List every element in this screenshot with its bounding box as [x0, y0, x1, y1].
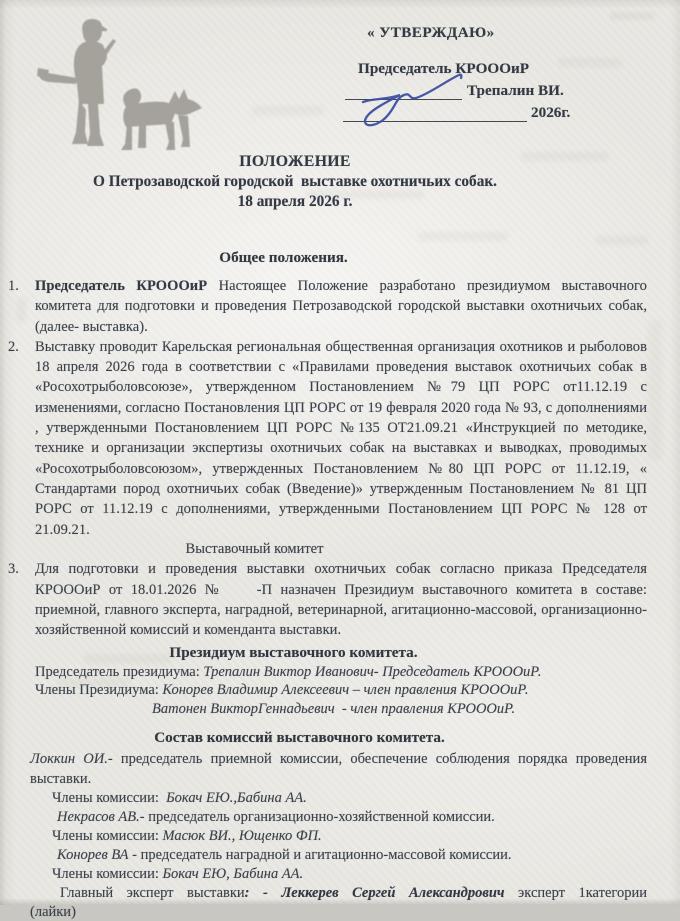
item-number-2: 2.: [8, 338, 19, 355]
subheading-exhibition-committee: Выставочный комитет: [185, 540, 324, 557]
chief-expert-category: эксперт 1категории: [504, 884, 647, 901]
year-label: 2026г.: [531, 104, 571, 121]
paragraph-1: [10, 276, 647, 337]
presidium-chair-value: Трепалин Виктор Иванович- Председатель КРОООиР.: [203, 663, 542, 680]
commission-members-row-2: [52, 827, 647, 846]
members-names: Масюк ВИ., Ющенко ФП.: [162, 828, 322, 845]
hunter-with-dog-silhouette-icon: [22, 12, 222, 162]
chair-text: - председатель организационно-хозяйственной комиссии.: [139, 809, 495, 826]
presidium-members-value: Конорев Владимир Алексеевич – член правления КРОООиР.: [162, 682, 529, 699]
chair-name: Некрасов АВ.: [57, 809, 140, 826]
commission-members-row-3: [52, 865, 647, 884]
chairman-title: Председатель КРОООиР: [358, 60, 530, 77]
item3-text: Для подготовки и проведения выставки охотничьих собак согласно приказа Председателя КРОООиР от 18.01.2026 № -П назначен Президиум выставочного комитета в составе: приемной, главного эксперта, наградной, ветеринарной, агитационно-массовой, организационно-хозяйственной комиссий и коменданта выставки.: [35, 561, 647, 639]
chief-expert-name: : - Леккерев Сергей Александрович: [244, 884, 505, 901]
approve-label: « УТВЕРЖДАЮ»: [367, 24, 495, 41]
item-number-1: 1.: [8, 278, 19, 294]
paragraph-2: [10, 337, 647, 540]
reception-chair-name: Локкин ОИ.-: [30, 751, 113, 768]
reception-chair-text: председатель приемной комиссии, обеспечение соблюдения порядка проведения выставки.: [30, 751, 647, 787]
date-line: [343, 102, 527, 122]
item-number-3: 3.: [8, 561, 19, 578]
item1-bold-lead: Председатель КРОООиР: [35, 278, 208, 294]
presidium-member2-value: Ватонен ВикторГеннадьевич - член правления КРОООиР.: [152, 701, 516, 718]
commission-chair-row-1: [57, 808, 647, 827]
presidium-chair-label: Председатель президиума:: [35, 663, 204, 680]
reception-chair-line: [30, 750, 647, 789]
chair-text: - председатель наградной и агитационно-массовой комиссии.: [128, 847, 512, 864]
title-heading: ПОЛОЖЕНИЕ: [239, 153, 351, 170]
commission-members-row-1: [52, 789, 647, 808]
approval-block: [345, 24, 595, 122]
presidium-member2-line: [152, 700, 647, 719]
item1-text: Настоящее Положение разработано президиумом выставочного комитета для подготовки и проведения Петрозаводской городской выставки охотничьих собак,(далее- выставка).: [35, 278, 647, 335]
item2-text: Выставку проводит Карельская региональная общественная организация охотников и рыболовов 18 апреля 2026 года в соответствии с «Правилами проведения выставок охотничьих собак в «Росохотрыболовсоюзе», утвержденном Постановлением №79 ЦП РОРС от11.12.19 с изменениями, согласно Постановления ЦП РОРС от 19 февраля 2020 года № 93, с дополнениями , утвержденными Постановлением ЦП РОРС №135 ОТ21.09.21 «Инструкцией по методике, технике и организации экспертизы охотничьих собак на выставках и выводках, проводимых «Росохотрыболовсоюзом», утвержденных Постановлением №80 ЦП РОРС от 11.12.19, « Стандартами пород охотничьих собак (Введение)» утвержденным Постановлением № 81 ЦП РОРС от 11.12.19 с дополнениями, утвержденными Постановлением ЦП РОРС № 128 от 21.09.21.: [35, 338, 647, 538]
chairman-name: Трепалин ВИ.: [467, 82, 564, 99]
section-heading-general: Общее положения.: [219, 249, 348, 266]
chair-name: Конорев ВА: [57, 847, 129, 864]
signature-line: [345, 80, 462, 100]
title-subject: О Петрозаводской городской выставке охотничьих собак.: [93, 173, 497, 190]
members-label: Члены комиссии:: [52, 866, 163, 883]
chief-expert-label: Главный эксперт выставки: [60, 884, 245, 901]
members-names: Бокач ЕЮ.,Бабина АА.: [166, 790, 307, 807]
commission-chair-row-2: [57, 846, 647, 865]
members-label: Члены комиссии:: [52, 790, 167, 807]
document-title: [0, 152, 680, 212]
members-names: Бокач ЕЮ, Бабина АА.: [162, 866, 304, 883]
section-heading-presidium: Президиум выставочного комитета.: [169, 643, 418, 661]
section-heading-commissions: Состав комиссий выставочного комитета.: [154, 729, 445, 747]
signature-row: [345, 79, 595, 100]
paragraph-3: [10, 559, 647, 640]
chief-expert-line: [30, 884, 647, 903]
document-body: [10, 248, 647, 921]
title-date: 18 апреля 2026 г.: [237, 193, 353, 210]
members-label: Члены комиссии:: [52, 828, 163, 845]
chief-expert-note: (лайки): [30, 903, 76, 920]
date-row: [345, 101, 595, 122]
presidium-members-label: Члены Президиума:: [35, 682, 163, 699]
